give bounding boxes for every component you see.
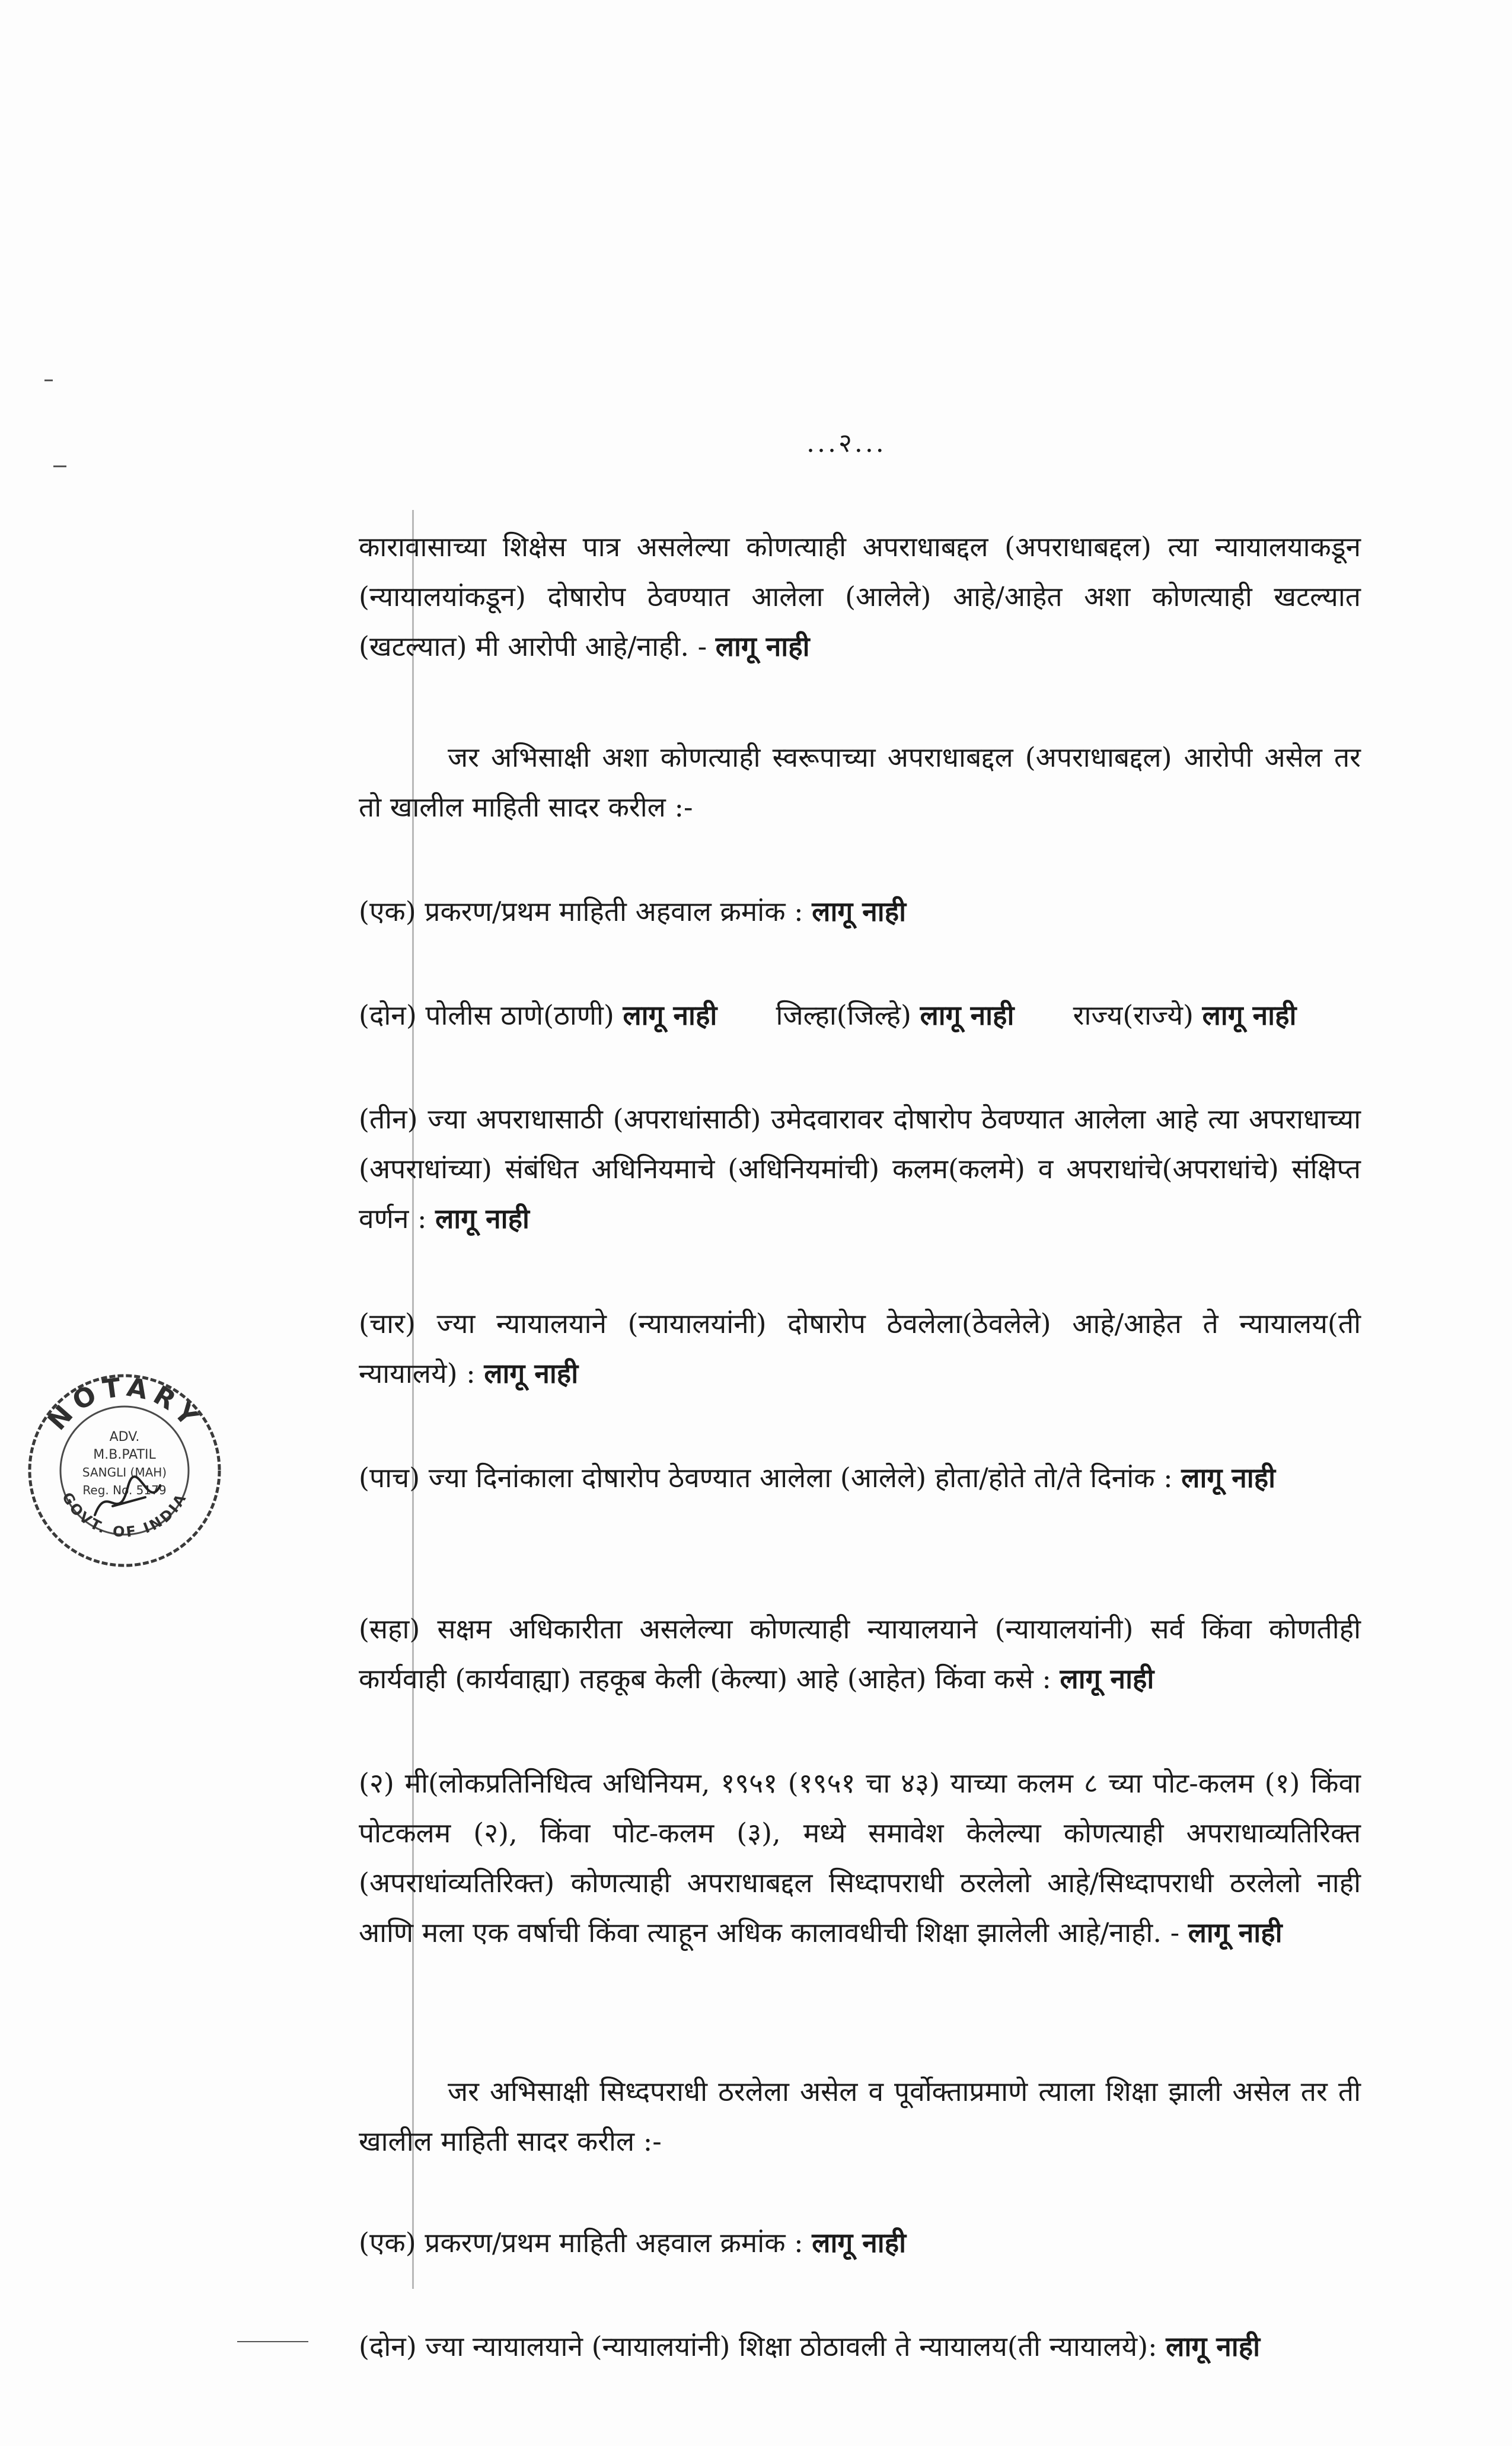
answer-not-applicable: लागू नाही bbox=[1188, 1916, 1283, 1948]
svg-text:NOTARY: NOTARY bbox=[42, 1372, 208, 1437]
answer-not-applicable: लागू नाही bbox=[1166, 2330, 1261, 2362]
svg-text:ADV.: ADV. bbox=[109, 1430, 140, 1444]
paragraph-convicted-info: जर अभिसाक्षी सिध्दपराधी ठरलेला असेल व पूर्वोक्ताप्रमाणे त्याला शिक्षा झाली असेल तर ती खालील माहिती सादर करील :- bbox=[359, 2075, 1361, 2157]
paragraph-charges: कारावासाच्या शिक्षेस पात्र असलेल्या कोणत्याही अपराधाबद्दल (अपराधाबद्दल) त्या न्यायालयाकडून (न्यायालयांकडून) दोषारोप ठेवण्यात आलेला (आलेले) आहे/आहेत अशा कोणत्याही खटल्यात (खटल्यात) मी आरोपी आहे/नाही. - लागू नाही bbox=[359, 531, 1361, 662]
notary-stamp bbox=[24, 1370, 225, 1571]
scan-artifact-mark bbox=[53, 465, 66, 467]
item-case-fir-number-2: (एक) प्रकरण/प्रथम माहिती अहवाल क्रमांक : लागू नाही bbox=[359, 2227, 907, 2259]
answer-not-applicable: लागू नाही bbox=[484, 1357, 579, 1389]
answer-not-applicable: लागू नाही bbox=[623, 999, 717, 1031]
answer-not-applicable: लागू नाही bbox=[715, 630, 810, 662]
answer-not-applicable: लागू नाही bbox=[1060, 1663, 1154, 1695]
svg-text:M.B.PATIL: M.B.PATIL bbox=[93, 1447, 156, 1462]
paragraph-conviction: (२) मी(लोकप्रतिनिधित्व अधिनियम, १९५१ (१९५१ चा ४३) याच्या कलम ८ च्या पोट-कलम (१) किंवा पोटकलम (२), किंवा पोट-कलम (३), मध्ये समावेश केलेल्या कोणत्याही अपराधाव्यतिरिक्त (अपराधांव्यतिरिक्त) कोणत्याही अपराधाबद्दल सिध्दापराधी ठरलेलो आहे/सिध्दापराधी ठरलेलो नाही आणि मला एक वर्षाची किंवा त्याहून अधिक कालावधीची शिक्षा झालेली आहे/नाही. - लागू नाही bbox=[359, 1767, 1361, 1948]
answer-not-applicable: लागू नाही bbox=[1202, 999, 1297, 1031]
item-charge-date: (पाच) ज्या दिनांकाला दोषारोप ठेवण्यात आलेला (आलेले) होता/होते तो/ते दिनांक : लागू नाही bbox=[359, 1462, 1276, 1494]
svg-text:SANGLI (MAH): SANGLI (MAH) bbox=[82, 1465, 167, 1479]
item-proceedings-stayed: (सहा) सक्षम अधिकारीता असलेल्या कोणत्याही न्यायालयाने (न्यायालयांनी) सर्व किंवा कोणतीही कार्यवाही (कार्यवाह्या) तहकूब केली (केल्या) आहे (आहेत) किंवा कसे : लागू नाही bbox=[359, 1613, 1361, 1695]
scan-artifact-mark bbox=[44, 380, 53, 381]
page-number: ...२... bbox=[806, 428, 886, 458]
item-police-station: (दोन) पोलीस ठाणे(ठाणी) लागू नाही जिल्हा(जिल्हे) लागू नाही राज्य(राज्ये) लागू नाही bbox=[359, 999, 1297, 1031]
item-court-name: (चार) ज्या न्यायालयाने (न्यायालयांनी) दोषारोप ठेवलेला(ठेवलेले) आहे/आहेत ते न्यायालय(ती न्यायालये) : लागू नाही bbox=[359, 1307, 1361, 1389]
paragraph-accused-info: जर अभिसाक्षी अशा कोणत्याही स्वरूपाच्या अपराधाबद्दल (अपराधाबद्दल) आरोपी असेल तर तो खालील माहिती सादर करील :- bbox=[359, 741, 1361, 823]
answer-not-applicable: लागू नाही bbox=[812, 2227, 907, 2259]
svg-text:Reg. No. 5179: Reg. No. 5179 bbox=[82, 1483, 167, 1497]
answer-not-applicable: लागू नाही bbox=[435, 1203, 529, 1235]
answer-not-applicable: लागू नाही bbox=[1181, 1462, 1276, 1494]
scan-artifact-mark bbox=[237, 2341, 308, 2342]
answer-not-applicable: लागू नाही bbox=[920, 999, 1015, 1031]
svg-text:GOVT. OF INDIA: GOVT. OF INDIA bbox=[58, 1490, 191, 1541]
item-sentencing-court: (दोन) ज्या न्यायालयाने (न्यायालयांनी) शिक्षा ठोठावली ते न्यायालय(ती न्यायालये): लागू नाही bbox=[359, 2330, 1261, 2362]
item-case-fir-number: (एक) प्रकरण/प्रथम माहिती अहवाल क्रमांक : लागू नाही bbox=[359, 895, 907, 927]
answer-not-applicable: लागू नाही bbox=[812, 895, 907, 927]
item-offence-sections: (तीन) ज्या अपराधासाठी (अपराधांसाठी) उमेदवारावर दोषारोप ठेवण्यात आलेला आहे त्या अपराधाच्या (अपराधांच्या) संबंधित अधिनियमाचे (अधिनियमांची) कलम(कलमे) व अपराधांचे(अपराधांचे) संक्षिप्त वर्णन : लागू नाही bbox=[359, 1103, 1361, 1235]
